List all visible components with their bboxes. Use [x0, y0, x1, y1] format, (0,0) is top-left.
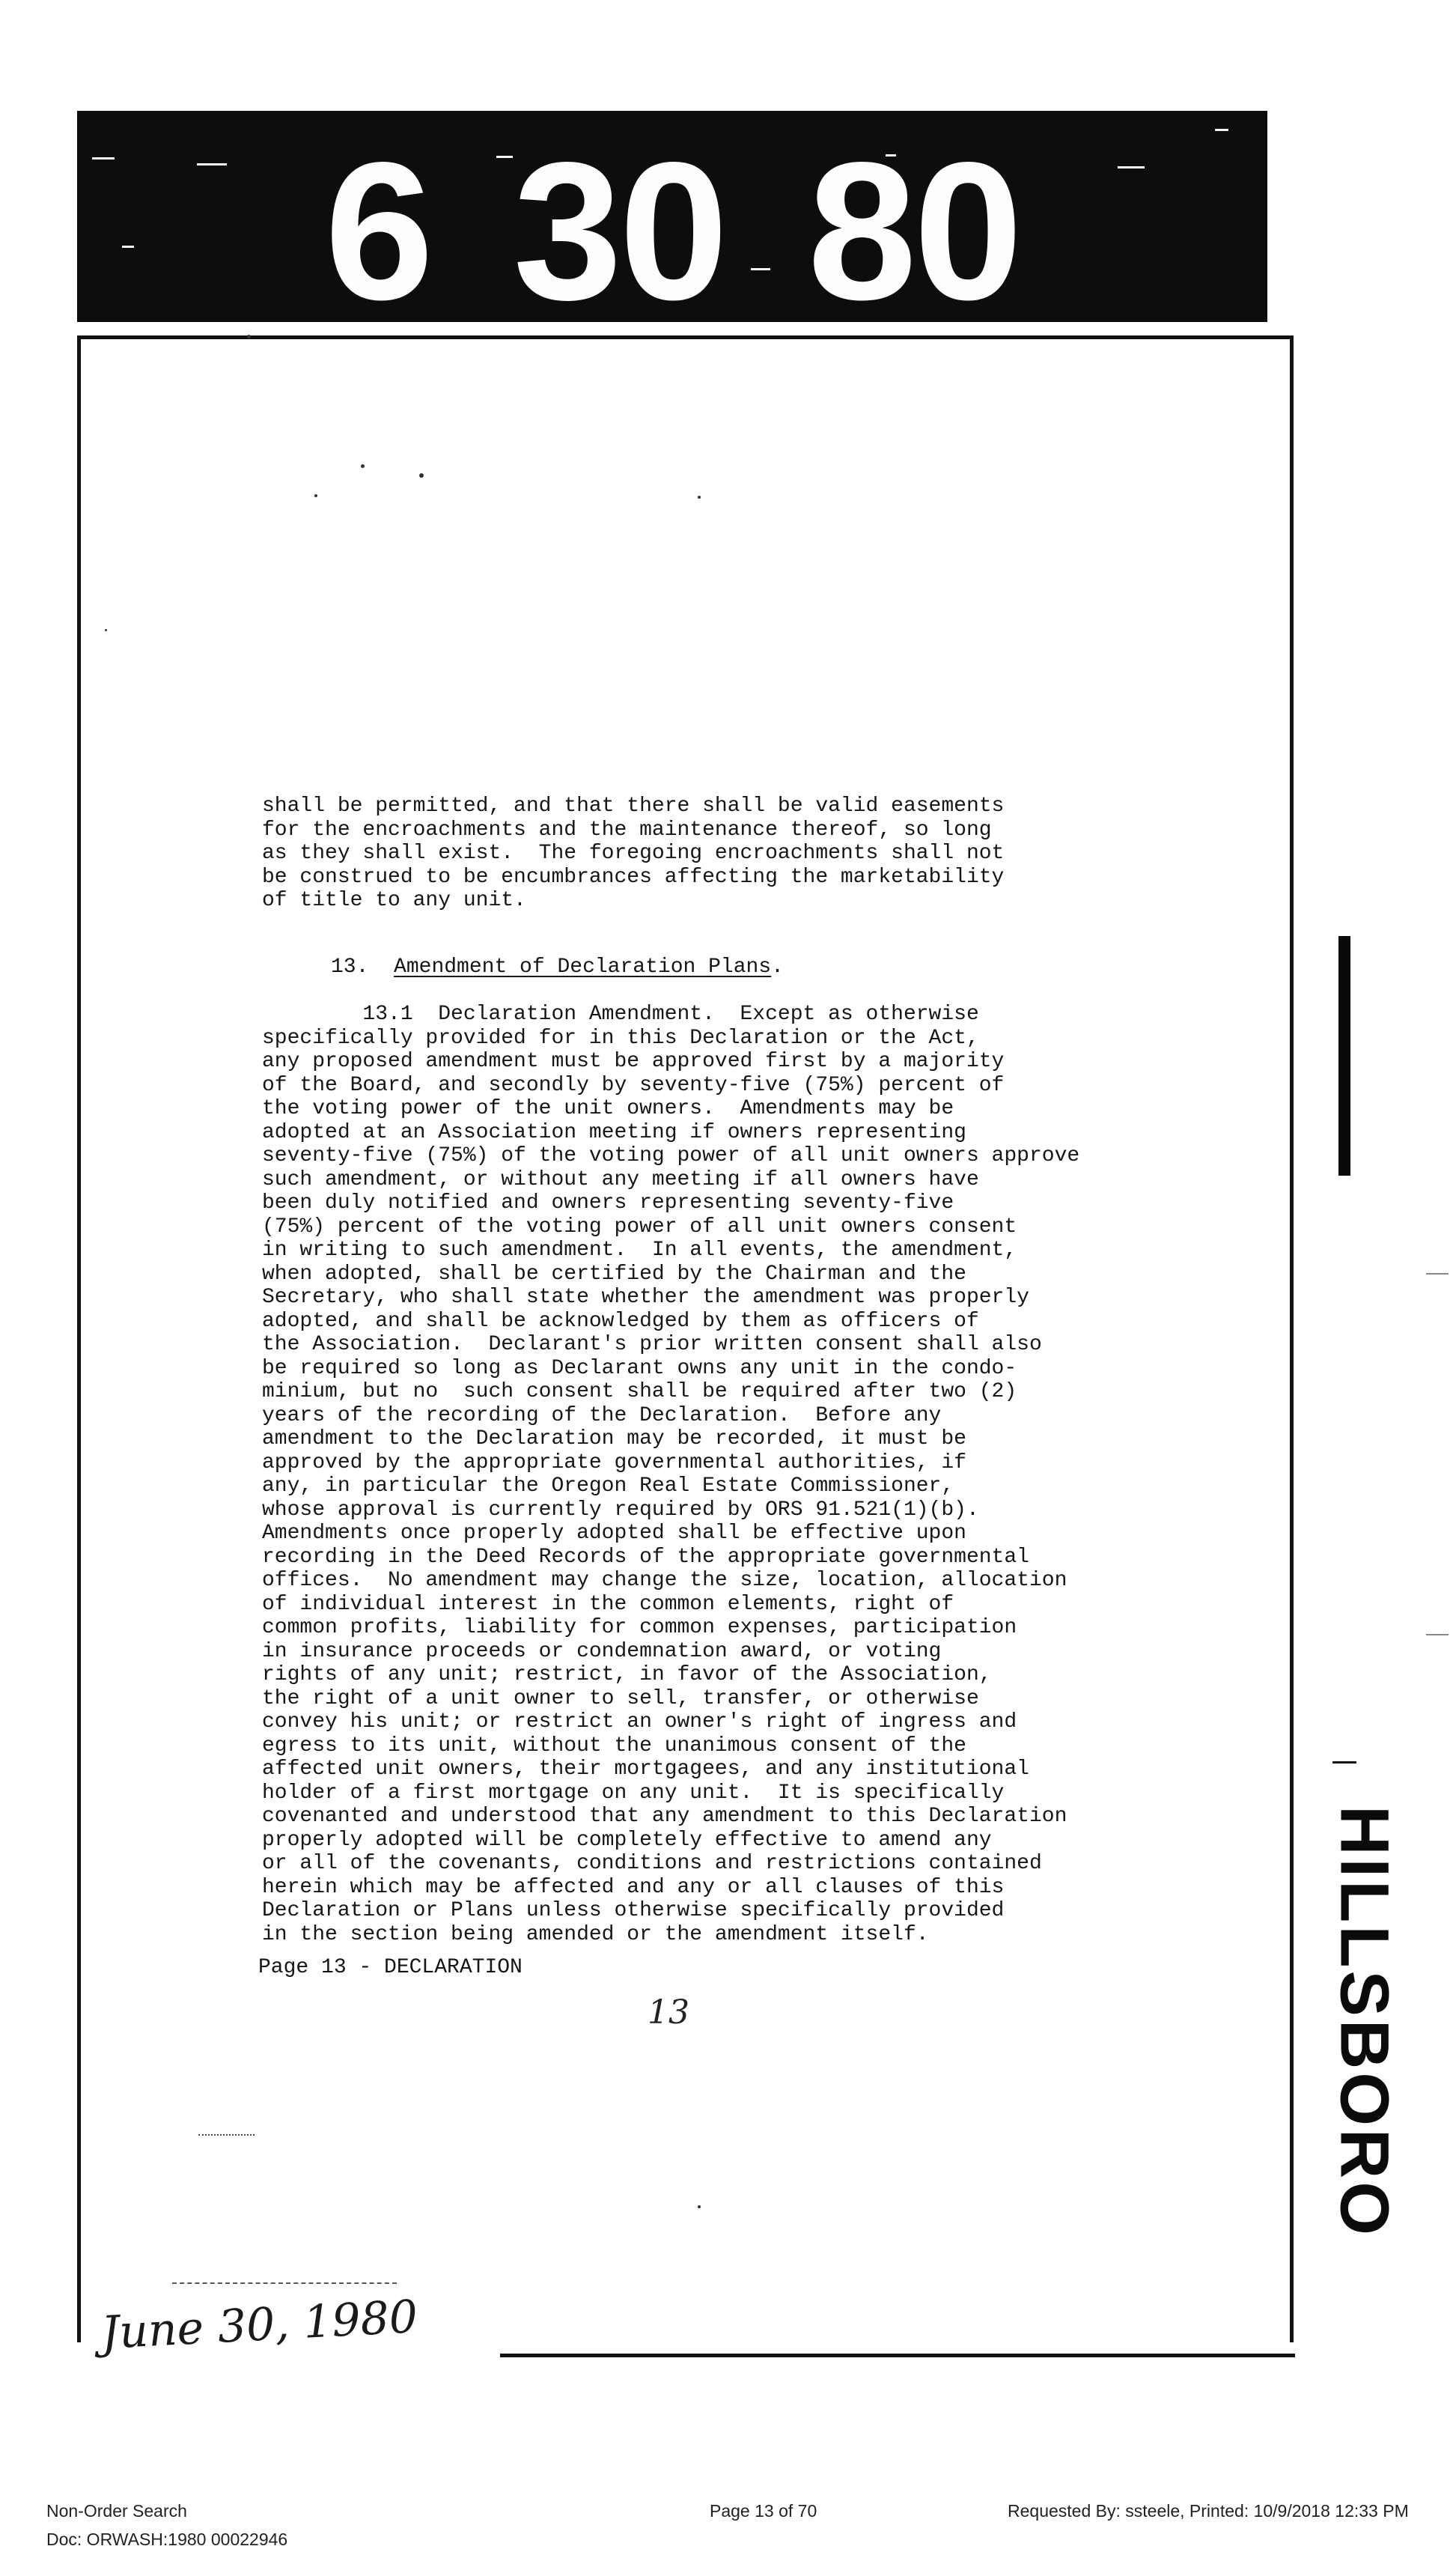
section-title-suffix: . [771, 956, 784, 979]
scan-speck [361, 464, 365, 468]
section-heading [331, 956, 784, 979]
footer-doc-id: Doc: ORWASH:1980 00022946 [46, 2530, 288, 2549]
handwritten-page-number: 13 [648, 1993, 689, 2032]
margin-tick [1426, 1634, 1449, 1635]
handwritten-date: June 30, 1980 [100, 2290, 419, 2360]
county-stamp [1312, 1797, 1416, 2246]
date-stamp-day: 30 [513, 121, 725, 322]
date-stamp [77, 111, 1267, 322]
recorder-dash [1332, 1761, 1356, 1763]
date-stamp-year: 80 [807, 121, 1020, 322]
scan-speck [419, 473, 424, 478]
margin-tick [1426, 1273, 1449, 1275]
section-number: 13. [331, 956, 369, 979]
recorder-bar [1338, 936, 1350, 1176]
scan-speck [698, 496, 701, 499]
paragraph-encroachments: shall be permitted, and that there shall be valid easements for the encroachments and the maintenance thereof, so long as they shall exist. The foregoing encroachments shall not be construed to be encumbrances affecting the marketability of title to any unit. [262, 795, 1005, 912]
footer-requested-by: Requested By: ssteele, Printed: 10/9/2018 12:33 PM [1008, 2501, 1409, 2521]
footer-page-of: Page 13 of 70 [710, 2501, 817, 2521]
section-title: Amendment of Declaration Plans [394, 956, 772, 979]
frame-bottom-line [500, 2354, 1295, 2357]
date-stamp-month: 6 [324, 121, 431, 322]
page-label: Page 13 - DECLARATION [258, 1956, 523, 1979]
scan-speck [105, 629, 107, 631]
scan-speck [314, 494, 317, 497]
county-stamp-text: HILLSBORO [1326, 1805, 1403, 2238]
scan-mark [198, 2134, 255, 2136]
footer-search-type: Non-Order Search [46, 2501, 187, 2521]
frame-gap-line [172, 2282, 397, 2285]
paragraph-declaration-amendment: 13.1 Declaration Amendment. Except as otherwise specifically provided for in this Declaration or the Act, any proposed amendment must be approved first by a majority of the Board, and secondly by seventy-five (75%) percent of the voting power of the unit owners. Amendments may be adopted at an Association meeting if owners representing seventy-five (75%) of the voting power of all unit owners approve such amendment, or without any meeting if all owners have been duly notified and owners representing seventy-five (75%) percent of the voting power of all unit owners consent in writing to such amendment. In all events, the amendment, when adopted, shall be certified by the Chairman and the Secretary, who shall state whether the amendment was properly adopted, and shall be acknowledged by them as officers of the Association. Declarant's prior written consent shall also be required so long as Declarant owns any unit in the condo- minium, but no such consent shall be required after two (2) years of the recording of the Declaration. Before any amendment to the Declaration may be recorded, it must be approved by the appropriate governmental authorities, if any, in particular the Oregon Real Estate Commissioner, whose approval is currently required by ORS 91.521(1)(b). Amendments once properly adopted shall be effective upon recording in the Deed Records of the appropriate governmental offices. No amendment may change the size, location, allocation of individual interest in the common elements, right of common profits, liability for common expenses, participation in insurance proceeds or condemnation award, or voting rights of any unit; restrict, in favor of the Association, the right of a unit owner to sell, transfer, or otherwise convey his unit; or restrict an owner's right of ingress and egress to its unit, without the unanimous consent of the affected unit owners, their mortgagees, and any institutional holder of a first mortgage on any unit. It is specifically covenanted and understood that any amendment to this Declaration properly adopted will be completely effective to amend any or all of the covenants, conditions and restrictions contained herein which may be affected and any or all clauses of this Declaration or Plans unless otherwise specifically provided in the section being amended or the amendment itself. [262, 1003, 1080, 1946]
date-stamp-banner [77, 111, 1267, 322]
scan-speck [698, 2205, 701, 2208]
scan-speck [247, 335, 251, 338]
